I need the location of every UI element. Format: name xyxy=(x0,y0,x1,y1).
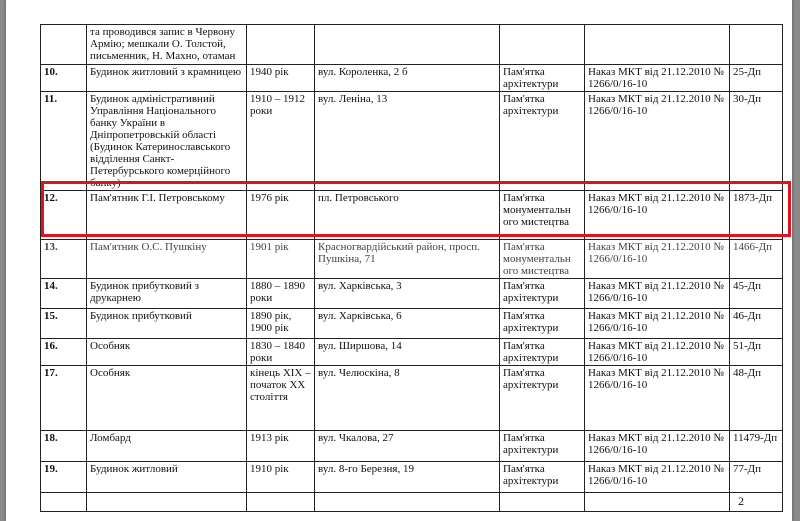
table-cell: та проводився запис в Червону Армію; мешкали О. Толстой, письменник, Н. Махно, отаман xyxy=(87,25,247,65)
object-order: Наказ МКТ від 21.12.2010 № 1266/0/16-10 xyxy=(585,279,730,309)
monuments-table xyxy=(40,24,783,512)
object-name: Будинок житловий з крамницею xyxy=(87,65,247,92)
object-reg-number: 48-Дп xyxy=(730,366,783,431)
object-date: 1913 рік xyxy=(247,431,315,462)
table-row xyxy=(41,279,783,309)
object-type: Пам'ятка архітектури xyxy=(500,92,585,191)
object-reg-number: 45-Дп xyxy=(730,279,783,309)
table-cell xyxy=(500,493,585,512)
object-order: Наказ МКТ від 21.12.2010 № 1266/0/16-10 xyxy=(585,462,730,493)
object-date: 1910 – 1912 роки xyxy=(247,92,315,191)
object-type: Пам'ятка монументальн ого мистецтва xyxy=(500,240,585,279)
object-order: Наказ МКТ від 21.12.2010 № 1266/0/16-10 xyxy=(585,65,730,92)
object-name: Будинок прибутковий з друкарнею xyxy=(87,279,247,309)
object-name: Пам'ятник О.С. Пушкіну xyxy=(87,240,247,279)
object-order: Наказ МКТ від 21.12.2010 № 1266/0/16-10 xyxy=(585,339,730,366)
object-order: Наказ МКТ від 21.12.2010 № 1266/0/16-10 xyxy=(585,191,730,240)
row-number: 18. xyxy=(41,431,87,462)
object-type: Пам'ятка архітектури xyxy=(500,279,585,309)
object-name: Пам'ятник Г.І. Петровському xyxy=(87,191,247,240)
row-number: 19. xyxy=(41,462,87,493)
object-date: кінець ХІХ – початок ХХ століття xyxy=(247,366,315,431)
table-cell xyxy=(315,25,500,65)
table-cell xyxy=(247,25,315,65)
object-date: 1940 рік xyxy=(247,65,315,92)
object-order: Наказ МКТ від 21.12.2010 № 1266/0/16-10 xyxy=(585,431,730,462)
object-reg-number: 1873-Дп xyxy=(730,191,783,240)
row-number: 16. xyxy=(41,339,87,366)
object-order: Наказ МКТ від 21.12.2010 № 1266/0/16-10 xyxy=(585,92,730,191)
table-row-empty xyxy=(41,493,783,512)
object-address: вул. Харківська, 6 xyxy=(315,309,500,339)
object-reg-number: 77-Дп xyxy=(730,462,783,493)
table-row xyxy=(41,339,783,366)
table-row xyxy=(41,65,783,92)
table-cell xyxy=(500,25,585,65)
row-number: 15. xyxy=(41,309,87,339)
object-reg-number: 11479-Дп xyxy=(730,431,783,462)
row-number: 14. xyxy=(41,279,87,309)
table-cell xyxy=(585,493,730,512)
table-cell xyxy=(315,493,500,512)
table-cell xyxy=(41,493,87,512)
object-type: Пам'ятка архітектури xyxy=(500,309,585,339)
table-row xyxy=(41,462,783,493)
row-number: 17. xyxy=(41,366,87,431)
object-type: Пам'ятка архітектури xyxy=(500,339,585,366)
document-page xyxy=(6,0,792,521)
object-address: вул. Харківська, 3 xyxy=(315,279,500,309)
object-address: вул. Леніна, 13 xyxy=(315,92,500,191)
object-date: 1830 – 1840 роки xyxy=(247,339,315,366)
table-row xyxy=(41,92,783,191)
object-reg-number: 51-Дп xyxy=(730,339,783,366)
table-cell xyxy=(247,493,315,512)
object-date: 1910 рік xyxy=(247,462,315,493)
object-order: Наказ МКТ від 21.12.2010 № 1266/0/16-10 xyxy=(585,366,730,431)
object-reg-number: 30-Дп xyxy=(730,92,783,191)
table-row xyxy=(41,431,783,462)
object-type: Пам'ятка архітектури xyxy=(500,366,585,431)
table-cell xyxy=(87,493,247,512)
object-address: вул. Челюскіна, 8 xyxy=(315,366,500,431)
object-reg-number: 1466-Дп xyxy=(730,240,783,279)
row-number: 10. xyxy=(41,65,87,92)
table-row xyxy=(41,366,783,431)
row-number: 11. xyxy=(41,92,87,191)
object-name: Особняк xyxy=(87,339,247,366)
object-name: Будинок прибутковий xyxy=(87,309,247,339)
object-name: Будинок житловий xyxy=(87,462,247,493)
object-address: вул. Короленка, 2 б xyxy=(315,65,500,92)
table-cell xyxy=(730,25,783,65)
table-row xyxy=(41,309,783,339)
object-date: 1880 – 1890 роки xyxy=(247,279,315,309)
object-type: Пам'ятка архітектури xyxy=(500,65,585,92)
table-cell xyxy=(41,25,87,65)
object-reg-number: 46-Дп xyxy=(730,309,783,339)
table-row-continuation xyxy=(41,25,783,65)
object-type: Пам'ятка архітектури xyxy=(500,462,585,493)
object-reg-number: 25-Дп xyxy=(730,65,783,92)
object-address: вул. 8-го Березня, 19 xyxy=(315,462,500,493)
object-name: Особняк xyxy=(87,366,247,431)
table-cell xyxy=(585,25,730,65)
object-name: Ломбард xyxy=(87,431,247,462)
object-type: Пам'ятка монументальн ого мистецтва xyxy=(500,191,585,240)
object-type: Пам'ятка архітектури xyxy=(500,431,585,462)
page-number: 2 xyxy=(738,494,744,508)
row-number: 13. xyxy=(41,240,87,279)
row-number: 12. xyxy=(41,191,87,240)
object-name: Будинок адміністративний Управління Національного банку України в Дніпропетровській області (Будинок Катеринославського відділення Санкт-Петербурського комерційного банку) xyxy=(87,92,247,191)
object-address: пл. Петровського xyxy=(315,191,500,240)
object-address: Красногвардійський район, просп. Пушкіна, 71 xyxy=(315,240,500,279)
object-order: Наказ МКТ від 21.12.2010 № 1266/0/16-10 xyxy=(585,309,730,339)
object-date: 1976 рік xyxy=(247,191,315,240)
object-date: 1890 рік, 1900 рік xyxy=(247,309,315,339)
object-date: 1901 рік xyxy=(247,240,315,279)
table-row-highlighted xyxy=(41,191,783,240)
table-row xyxy=(41,240,783,279)
object-order: Наказ МКТ від 21.12.2010 № 1266/0/16-10 xyxy=(585,240,730,279)
object-address: вул. Ширшова, 14 xyxy=(315,339,500,366)
object-address: вул. Чкалова, 27 xyxy=(315,431,500,462)
